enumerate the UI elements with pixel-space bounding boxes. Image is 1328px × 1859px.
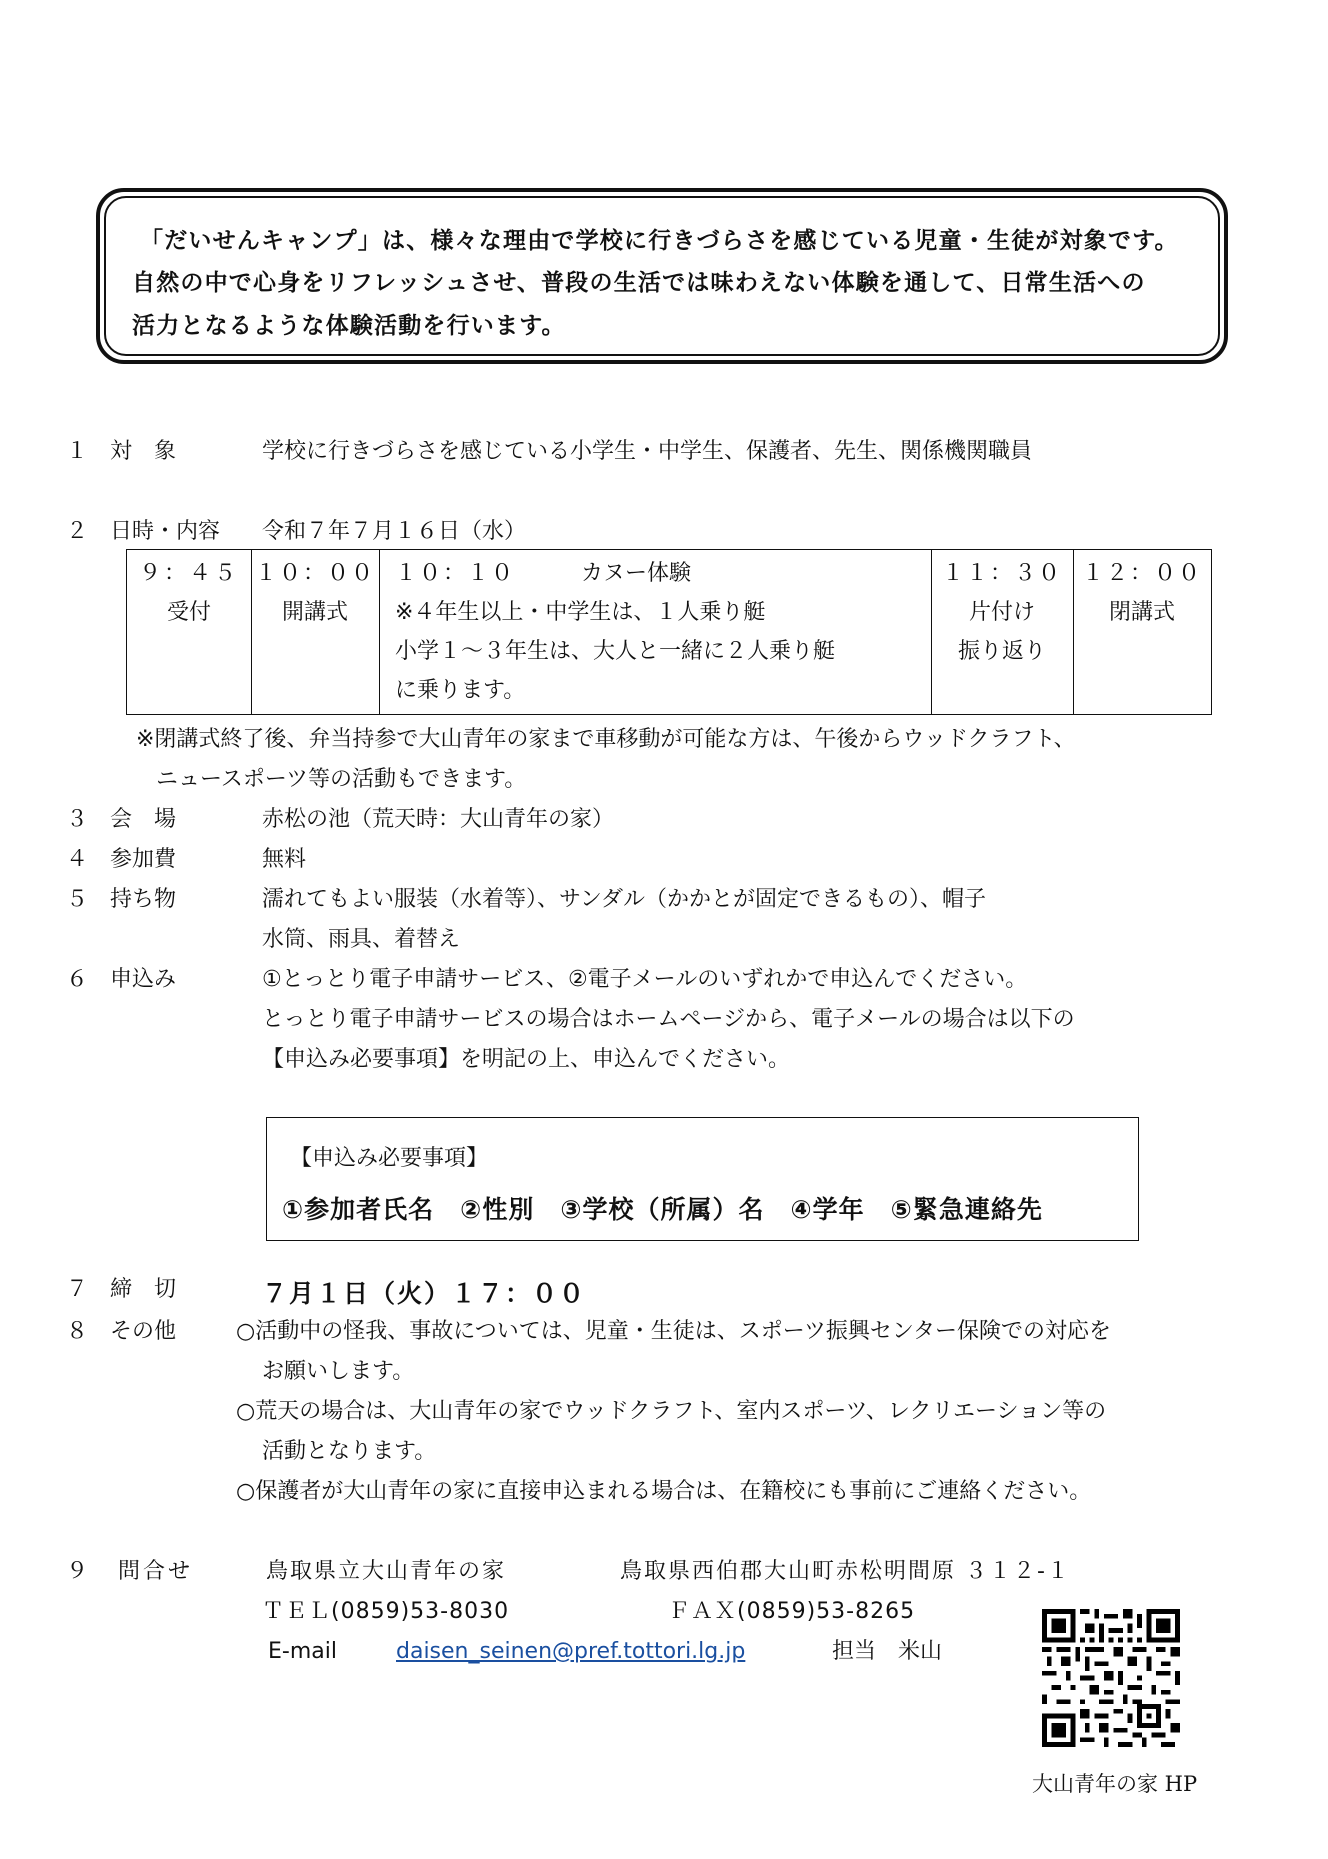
section-9-label: 問合せ <box>118 1559 194 1584</box>
required-items-title: 【申込み必要事項】 <box>290 1146 489 1171</box>
schedule-time-canoe: １０：１０ <box>395 561 516 586</box>
contact-organization: 鳥取県立大山青年の家 <box>266 1559 507 1584</box>
contact-email-link[interactable]: daisen_seinen@pref.tottori.lg.jp <box>396 1639 746 1664</box>
section-2-label: 日時・内容 <box>110 519 221 544</box>
section-8-bullet-1b: お願いします。 <box>262 1359 415 1384</box>
section-1-label: 対 象 <box>110 439 177 464</box>
section-9-number: ９ <box>66 1559 89 1584</box>
contact-address: 鳥取県西伯郡大山町赤松明間原 ３１２-１ <box>620 1559 1071 1584</box>
section-1-text: 学校に行きづらさを感じている小学生・中学生、保護者、先生、関係機関職員 <box>262 439 1033 464</box>
intro-line-2: 自然の中で心身をリフレッシュさせ、普段の生活では味わえない体験を通して、日常生活への <box>132 270 1146 296</box>
section-5-label: 持ち物 <box>110 887 177 912</box>
qr-code-icon[interactable] <box>1042 1609 1180 1747</box>
section-5-number: ５ <box>66 887 89 912</box>
section-6-line-1: ①とっとり電子申請サービス、②電子メールのいずれかで申込んでください。 <box>262 967 1028 992</box>
schedule-table <box>126 549 1212 715</box>
section-8-bullet-2a: ○荒天の場合は、大山青年の家でウッドクラフト、室内スポーツ、レクリエーション等の <box>236 1399 1107 1424</box>
section-6-number: ６ <box>66 967 89 992</box>
section-8-bullet-3: ○保護者が大山青年の家に直接申込まれる場合は、在籍校にも事前にご連絡ください。 <box>236 1479 1092 1504</box>
section-7-number: ７ <box>66 1277 89 1302</box>
section-6-line-3: 【申込み必要事項】を明記の上、申込んでください。 <box>262 1047 791 1072</box>
schedule-canoe-note-3: に乗ります。 <box>395 678 526 703</box>
schedule-canoe-note-2: 小学１～３年生は、大人と一緒に２人乗り艇 <box>395 639 836 664</box>
table-divider <box>379 550 380 714</box>
section-2-number: ２ <box>66 519 89 544</box>
section-8-bullet-1a: ○活動中の怪我、事故については、児童・生徒は、スポーツ振興センター保険での対応を <box>236 1319 1111 1344</box>
section-2-date: 令和７年７月１６日（水） <box>262 519 527 544</box>
schedule-time-closing: １２：００ <box>1081 561 1202 586</box>
schedule-label-closing: 閉講式 <box>1108 600 1175 625</box>
schedule-time-opening: １０：００ <box>254 561 375 586</box>
contact-email-label: E-mail <box>268 1639 337 1664</box>
contact-person: 担当 米山 <box>832 1639 943 1664</box>
schedule-time-reception: ９：４５ <box>138 561 239 586</box>
schedule-label-review: 振り返り <box>957 639 1046 664</box>
schedule-canoe-note-1: ※４年生以上・中学生は、１人乗り艇 <box>395 600 766 625</box>
section-3-number: ３ <box>66 807 89 832</box>
section-6-line-2: とっとり電子申請サービスの場合はホームページから、電子メールの場合は以下の <box>262 1007 1075 1032</box>
section-4-text: 無料 <box>262 847 307 872</box>
schedule-title-canoe: カヌー体験 <box>581 561 692 586</box>
schedule-note-line-1: ※閉講式終了後、弁当持参で大山青年の家まで車移動が可能な方は、午後からウッドクラフト、 <box>136 727 1076 752</box>
schedule-note-line-2: ニュースポーツ等の活動もできます。 <box>156 767 527 792</box>
section-7-label: 締 切 <box>110 1277 177 1302</box>
section-6-label: 申込み <box>110 967 177 992</box>
section-8-label: その他 <box>110 1319 177 1344</box>
section-4-number: ４ <box>66 847 89 872</box>
section-3-label: 会 場 <box>110 807 177 832</box>
contact-tel: ＴＥＬ(0859)53-8030 <box>262 1599 510 1624</box>
section-7-deadline: ７月１日（火）１７：００ <box>262 1279 587 1308</box>
section-5-line-2: 水筒、雨具、着替え <box>262 927 461 952</box>
section-8-number: ８ <box>66 1319 89 1344</box>
section-8-bullet-2b: 活動となります。 <box>262 1439 437 1464</box>
schedule-label-opening: 開講式 <box>281 600 348 625</box>
contact-fax: ＦＡＸ(0859)53-8265 <box>668 1599 916 1624</box>
section-5-line-1: 濡れてもよい服装（水着等）、サンダル（かかとが固定できるもの）、帽子 <box>262 887 987 912</box>
qr-caption: 大山青年の家 HP <box>1032 1772 1198 1796</box>
section-4-label: 参加費 <box>110 847 177 872</box>
required-items-list: ①参加者氏名 ②性別 ③学校（所属）名 ④学年 ⑤緊急連絡先 <box>282 1195 1043 1224</box>
intro-line-3: 活力となるような体験活動を行います。 <box>132 313 566 339</box>
schedule-label-reception: 受付 <box>166 600 211 625</box>
section-3-text: 赤松の池（荒天時：大山青年の家） <box>262 807 615 832</box>
section-1-number: １ <box>66 439 89 464</box>
schedule-time-cleanup: １１：３０ <box>941 561 1062 586</box>
schedule-label-cleanup: 片付け <box>968 600 1035 625</box>
intro-line-1: 「だいせんキャンプ」は、様々な理由で学校に行きづらさを感じている児童・生徒が対象です。 <box>140 228 1179 254</box>
